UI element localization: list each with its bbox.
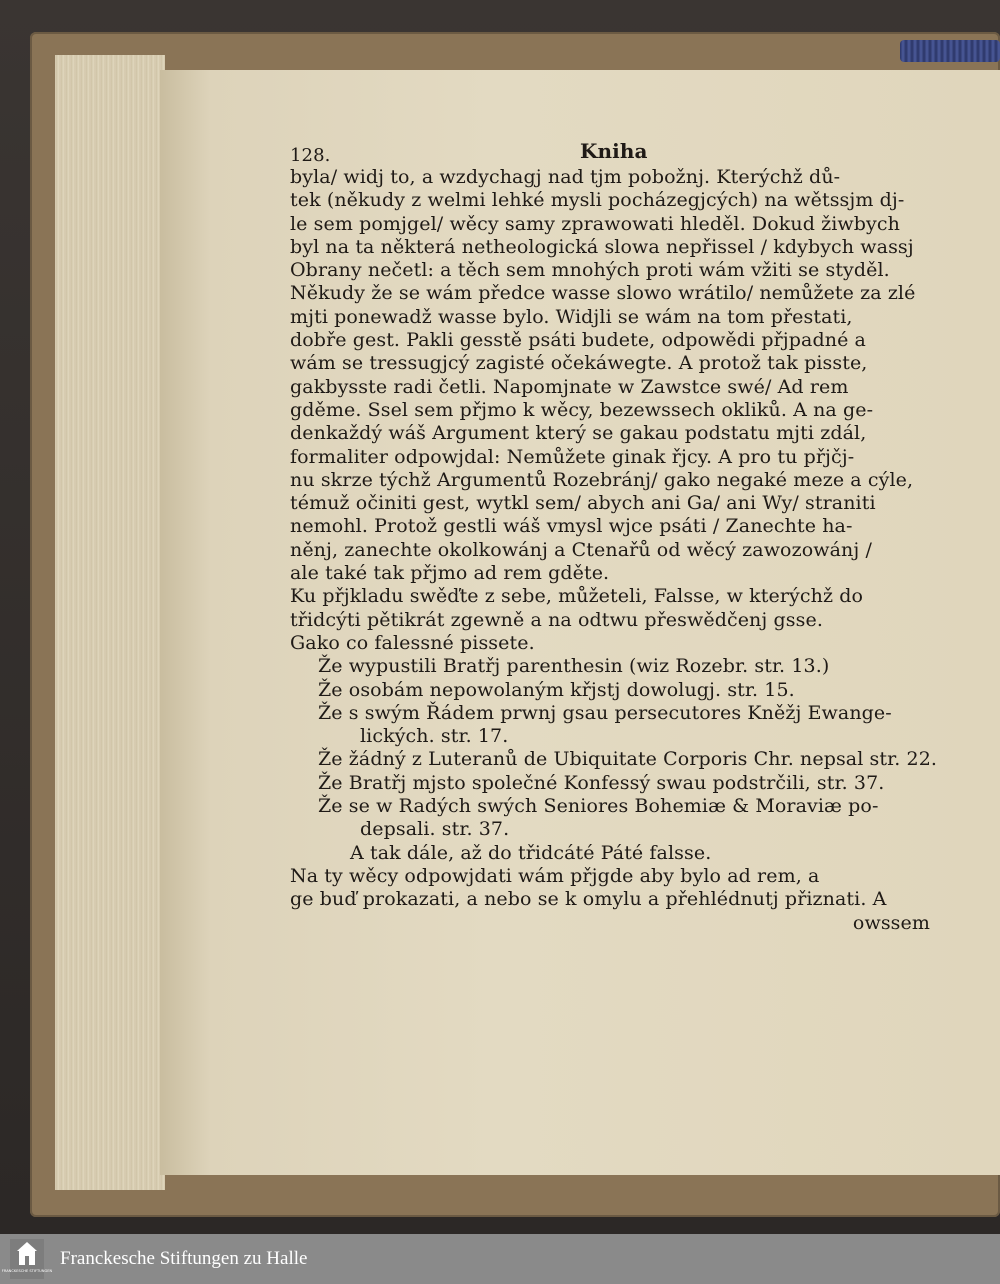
text-line: wám se tressugjcý zagisté očekáwegte. A protož tak pisste, <box>290 352 868 375</box>
text-line: něnj, zanechte okolkowánj a Ctenařů od wěcý zawozowánj / <box>290 538 873 561</box>
logo-label: FRANCKESCHE STIFTUNGEN <box>1 1269 53 1273</box>
list-tail: A tak dále, až do třidcáté Páté falsse. <box>350 841 712 864</box>
text-line: formaliter odpowjdal: Nemůžete ginak řjcy. A pro tu přjčj- <box>290 445 855 468</box>
text-line: le sem pomjgel/ wěcy samy zprawowati hleděl. Dokud žiwbych <box>290 212 900 235</box>
text-line: ale také tak přjmo ad rem gděte. <box>290 562 610 585</box>
page-text <box>290 140 950 935</box>
page-header <box>290 140 950 166</box>
headband-thread <box>900 40 1000 62</box>
text-line: nu skrze týchž Argumentů Rozebránj/ gako negaké meze a cýle, <box>290 468 914 491</box>
list-item: Že Bratřj mjsto společné Konfessý swau podstrčili, str. 37. <box>318 771 885 794</box>
text-line: mjti ponewadž wasse bylo. Widjli se wám na tom přestati, <box>290 305 853 328</box>
text-line: Na ty wěcy odpowjdati wám přjgde aby bylo ad rem, a <box>290 864 820 887</box>
text-line: dobře gest. Pakli gesstě psáti budete, odpowědi přjpadné a <box>290 329 866 352</box>
footer-bar <box>0 1234 1000 1284</box>
list-item: Že osobám nepowolaným křjstj dowolugj. str. 15. <box>318 678 795 701</box>
list-item: Že s swým Řádem prwnj gsau persecutores Kněžj Ewange- <box>318 701 892 724</box>
list-item: Že wypustili Bratřj parenthesin (wiz Rozebr. str. 13.) <box>318 655 830 678</box>
running-title: Kniha <box>580 139 648 163</box>
text-line: tek (někudy z welmi lehké mysli pocházegjcých) na wětssjm dj- <box>290 189 905 212</box>
catchword: owssem <box>852 911 930 934</box>
text-line: gakbysste radi četli. Napomjnate w Zawstce swé/ Ad rem <box>290 375 849 398</box>
list-item: Že se w Radých swých Seniores Bohemiæ & Moraviæ po- <box>318 795 879 818</box>
list-item: Že žádný z Luteranů de Ubiquitate Corporis Chr. nepsal str. 22. <box>318 748 938 771</box>
text-line: byla/ widj to, a wzdychagj nad tjm pobožnj. Kterýchž dů- <box>290 166 841 188</box>
list-item-continuation: lických. str. 17. <box>360 725 509 748</box>
text-line: byl na ta některá netheologická slowa nepřissel / kdybych wassj <box>290 235 914 258</box>
list-item-continuation: depsali. str. 37. <box>360 818 510 841</box>
text-line: denkaždý wáš Argument který se gakau podstatu mjti zdál, <box>290 422 867 445</box>
text-line: nemohl. Protož gestli wáš vmysl wjce psáti / Zanechte ha- <box>290 515 853 538</box>
foundation-logo-icon <box>1 1239 53 1279</box>
text-line: ge buď prokazati, a nebo se k omylu a přehlédnutj přiznati. A <box>290 888 887 911</box>
text-line: témuž očiniti gest, wytkl sem/ abych ani Ga/ ani Wy/ straniti <box>290 492 876 515</box>
text-line: gděme. Ssel sem přjmo k wěcy, bezewssech okliků. A na ge- <box>290 398 874 421</box>
page-number: 128. <box>290 145 331 166</box>
text-line: Gako co falessné pissete. <box>290 631 535 654</box>
institution-name: Franckesche Stiftungen zu Halle <box>60 1248 308 1269</box>
text-line: třidcýti pětikrát zgewně a na odtwu přeswědčenj gsse. <box>290 608 823 631</box>
text-line: Někudy že se wám předce wasse slowo wrátilo/ nemůžete za zlé <box>290 282 916 305</box>
text-line: Obrany nečetl: a těch sem mnohých proti wám vžiti se styděl. <box>290 259 890 282</box>
page-edges <box>55 55 165 1190</box>
text-line: Ku přjkladu swěďte z sebe, můžeteli, Falsse, w kterýchž do <box>290 585 863 608</box>
